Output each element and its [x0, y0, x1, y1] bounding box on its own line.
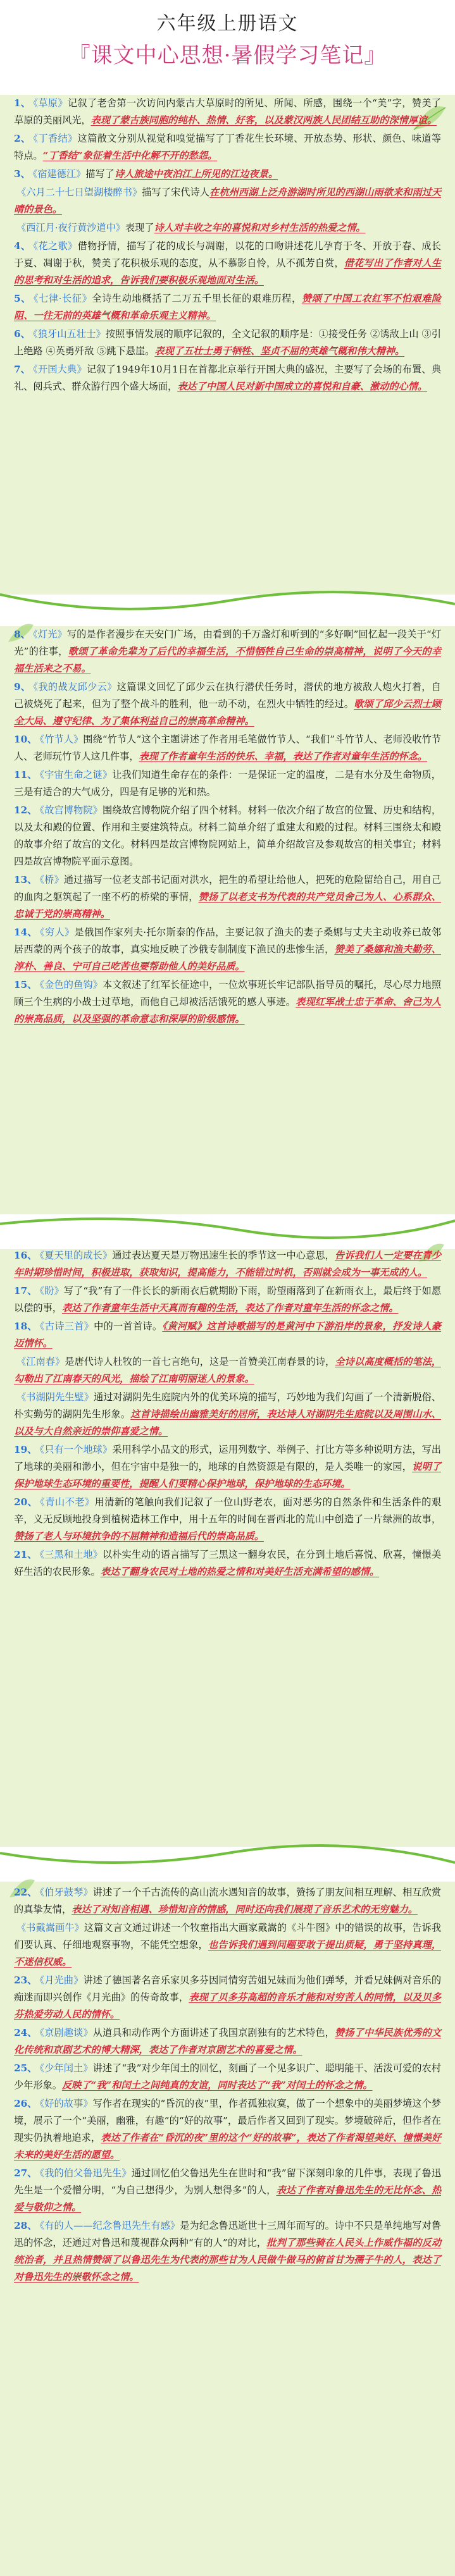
- item-text: 记叙了老舍第一次访问内蒙古大草原时的所见、所闻、所感，围绕一个“美”字，赞美了草原的美丽风光，: [14, 97, 441, 126]
- note-item: [14, 802, 441, 870]
- wave-divider: [0, 588, 455, 626]
- item-number: 7、: [14, 364, 31, 375]
- item-highlight: 借花写出了作者对人生的思考和对生活的追求，告诉我们要积极乐观地面对生活。: [14, 257, 442, 286]
- item-highlight: 在杭州西湖上泛舟游湖时所见的西湖山雨欲来和雨过天晴的景色。: [14, 187, 442, 215]
- item-title: 《月光曲》: [39, 1975, 84, 1986]
- item-text: 描写了: [85, 168, 115, 180]
- item-number: 11、: [14, 769, 37, 780]
- item-highlight: 反映了“我”和闰土之间纯真的友谊，同时表达了“我”对闰土的怀念之情。: [61, 2080, 373, 2091]
- item-highlight: 表达了作者童年生活中天真而有趣的生活，表达了作者对童年生活的怀念之情。: [61, 1302, 399, 1314]
- item-text: 通过对湖阴先生庭院内外的优美环境的描写，巧妙地为我们勾画了一个清新脱俗、朴实勤劳的湖阴先生形象。: [14, 1391, 442, 1420]
- note-item: [14, 1283, 441, 1317]
- note-item: [14, 361, 441, 395]
- notes-section-1: [0, 95, 455, 595]
- item-title: 《狼牙山五壮士》: [33, 328, 106, 340]
- item-highlight: 赞扬了老人与环境抗争的不屈精神和造福后代的崇高品质。: [14, 1531, 264, 1542]
- notes-section-2: [0, 620, 455, 1214]
- item-title: 《古诗三首》: [39, 1321, 94, 1332]
- item-title: 《西江月·夜行黄沙道中》: [16, 222, 125, 233]
- item-number: 14、: [14, 927, 38, 938]
- item-highlight: 表现了贝多芬高超的音乐才能和对穷苦人的同情，以及贝多芬热爱劳动人民的情怀。: [14, 1992, 442, 2020]
- item-title: 《伯牙鼓琴》: [39, 1887, 93, 1898]
- item-highlight: 表达了作者对鲁迅先生的无比怀念、热爱与敬仰之情。: [14, 2185, 442, 2213]
- item-text: 围绕故宫博物院介绍了四个材料。材料一依次介绍了故宫的位置、历史和结构，以及太和殿的位置、作用和主要建筑特点。材料二简单介绍了重建太和殿的过程。材料三围绕太和殿的故事介绍了故宫的文化。材料四是故宫博物院网站上，简单介绍故宫及参观故宫的相关事宜；材料四是故宫博物院平面示意图。: [14, 804, 442, 867]
- note-item: [14, 2024, 441, 2059]
- item-text: 这篇散文分别从视觉和嗅觉描写了丁香花生长环境、开放态势、形状、颜色、味道等特点。: [14, 133, 441, 161]
- note-item: [14, 767, 441, 801]
- item-text: 以朴实生动的语言描写了三黑这一翻身农民，在分到土地后喜悦、欣喜，憧憬美好生活的农民形象。: [14, 1549, 442, 1577]
- item-title: 《开国大典》: [33, 364, 87, 375]
- note-item: [14, 1972, 441, 2023]
- note-item: [14, 1353, 441, 1388]
- note-item: [14, 1546, 441, 1581]
- item-title: 《书戴嵩画牛》: [16, 1922, 84, 1933]
- note-item: [14, 2060, 441, 2094]
- wave-divider: [0, 1211, 455, 1249]
- note-item: [14, 219, 441, 237]
- item-text: 让我们知道生命存在的条件：一是保证一定的温度，二是有水分及生命物质，三是有适合的大气成分，四是有足够的光和热。: [14, 769, 441, 798]
- item-highlight: 赞扬了中华民族优秀的文化传统和京剧艺术的博大精深，表达了作者对京剧艺术的喜爱之情。: [14, 2027, 442, 2055]
- item-highlight: 歌颂了邱少云烈士顾全大局、遵守纪律、为了集体利益自己的崇高革命精神。: [14, 698, 442, 727]
- item-highlight: 说明了保护地球生态环境的重要性，提醒人们要精心保护地球，保护地球的生态环境。: [14, 1461, 442, 1489]
- item-title: 《三黑和土地》: [39, 1549, 103, 1560]
- item-highlight: 表现了五壮士勇于牺牲、坚贞不屈的英雄气概和伟大精神。: [154, 345, 405, 357]
- note-item: [14, 166, 441, 183]
- item-text: 是唐代诗人杜牧的一首七言绝句，这是一首赞美江南春景的诗，: [65, 1356, 335, 1367]
- item-text: 借物抒情，描写了花的成长与凋谢，以花的口吻讲述花儿孕育于冬、开放于春、成长于夏、凋谢于秋，赞美了花积极乐观的态度，从不慕影自怜，从不孤芳自赏，: [14, 240, 441, 269]
- item-text: 通过回忆伯父鲁迅先生在世时和“我”留下深刻印象的几件事，表现了鲁迅先生是一个爱憎分明，“为自己想得少，为别人想得多”的人，: [14, 2167, 442, 2196]
- item-number: 6、: [14, 328, 30, 340]
- item-number: 24、: [14, 2027, 37, 2038]
- item-title: 《京剧趣谈》: [39, 2027, 93, 2038]
- item-title: 《六月二十七日望湖楼醉书》: [16, 187, 142, 198]
- item-highlight: 赞颂了中国工农红军不怕艰难险阻、一往无前的英雄气概和革命乐观主义精神。: [14, 293, 442, 321]
- item-text: 通过表达夏天是万物迅速生长的季节这一中心意思，: [112, 1250, 335, 1261]
- notes-section-3: [0, 1240, 455, 1847]
- item-text: 是俄国作家列夫·托尔斯泰的作品，主要记叙了渔夫的妻子桑娜与丈夫主动收养已故邻居西蒙的两个孩子的故事，真实地反映了沙俄专制制度下渔民的悲惨生活，: [14, 927, 442, 955]
- item-text: 讲述了德国著名音乐家贝多芬因同情穷苦姐兄妹而为他们弹琴，并看兄妹俩对音乐的痴迷而即兴创作《月光曲》的传奇故事，: [14, 1975, 442, 2003]
- item-title: 《书湖阴先生壁》: [16, 1391, 94, 1403]
- item-highlight: 这首诗描绘出幽雅美好的居所，表达诗人对湖阴先生庭院以及周围山水、以及与大自然亲近的崇仰喜爱之情。: [14, 1408, 442, 1437]
- item-number: 5、: [14, 293, 31, 304]
- item-text: 按照事情发展的顺序记叙的，全文记叙的顺序是：①接受任务 ②诱敌上山 ③引上绝路 ④英勇歼敌 ⑤跳下悬崖。: [14, 328, 441, 357]
- note-item: [14, 1441, 441, 1493]
- item-highlight: 表达了对知音相遇、珍惜知音的情感，同时还向我们展现了音乐艺术的无穷魅力。: [72, 1904, 418, 1915]
- item-text: 本文叙述了红军长征途中，一位炊事班长牢记部队指导员的嘱托，尽心尽力地照顾三个生病的小战士过草地，而他自己却被活活饿死的感人事迹。: [14, 979, 442, 1008]
- item-title: 《宿建德江》: [32, 168, 86, 180]
- item-text: 这篇文言文通过讲述一个牧童指出大画家戴嵩的《斗牛图》中的错误的故事，告诉我们要认真、仔细地观察事物，不能凭空想象，: [14, 1922, 442, 1950]
- item-number: 16、: [14, 1250, 37, 1261]
- item-highlight: 表达了作者在“昏沉的夜”里的这个“好的故事”，表达了作者渴望美好、憧憬美好未来的美好生活的愿望。: [14, 2132, 441, 2160]
- item-highlight: 赞扬了以老支书为代表的共产党员舍己为人、心系群众、忠诚于党的崇高精神。: [14, 891, 442, 920]
- item-text: 写了“我”有了一件长长的新雨衣后就期盼下雨，盼望雨落到了在新雨衣上，最后终于如愿以偿的事，: [14, 1285, 442, 1314]
- note-item: [14, 290, 441, 324]
- item-title: 《盼》: [39, 1285, 64, 1297]
- item-highlight: 批判了那些骑在人民头上作威作福的反动统治者，并且热情赞颂了以鲁迅先生为代表的那些甘为人民做牛做马的俯首甘为孺子牛的人，表达了对鲁迅先生的崇敬怀念之情。: [14, 2237, 442, 2283]
- item-title: 《有的人——纪念鲁迅先生有感》: [39, 2220, 180, 2231]
- item-title: 《金色的鱼钩》: [39, 979, 103, 990]
- item-number: 4、: [14, 240, 31, 252]
- item-title: 《我的战友邱少云》: [33, 681, 117, 693]
- item-highlight: 也告诉我们遇到问题要敢于提出质疑，勇于坚持真理，不迷信权威。: [14, 1939, 442, 1968]
- item-title: 《我的伯父鲁迅先生》: [39, 2167, 132, 2179]
- item-text: 是为纪念鲁迅逝世十三周年而写的。诗中不只是单纯地写对鲁迅的怀念，还通过对鲁迅和蔑视群众两种“有的人”的对比，: [14, 2220, 442, 2248]
- item-text: 采用科学小品文的形式，运用列数字、举例子、打比方等多种说明方法，写出了地球的美丽和渺小，但在宇宙中是独一的，地球的自然资源是有限的，是人类唯一的家园，: [14, 1444, 441, 1472]
- item-highlight: 全诗以高度概括的笔法，勾勒出了江南春天的风光，描绘了江南明丽迷人的景象。: [14, 1356, 442, 1384]
- item-highlight: 赞美了桑娜和渔夫勤劳、淳朴、善良、宁可自己吃苦也要帮助他人的美好品质。: [14, 944, 442, 972]
- item-number: 17、: [14, 1285, 37, 1297]
- note-item: [14, 130, 441, 164]
- item-text: 围绕“竹节人”这个主题讲述了作者用毛笔做竹节人、“我们”斗竹节人、老师没收竹节人、老师玩竹节人这几件事，: [14, 734, 441, 762]
- item-number: 15、: [14, 979, 37, 990]
- item-number: 10、: [14, 734, 37, 745]
- note-item: [14, 2165, 441, 2216]
- item-text: 写作者在现实的“昏沉的夜”里，作者孤独寂寞，做了一个想象中的美丽梦境这个梦境，展示了一个“美丽，幽雅，有趣”的“好的故事”，最后作者又回到了现实。梦境破碎后，但作者在现实仍执着地追求，: [14, 2098, 441, 2143]
- note-item: [14, 184, 441, 218]
- note-item: [14, 626, 441, 677]
- item-number: 1、: [14, 97, 31, 109]
- item-title: 《少年闰土》: [39, 2062, 93, 2074]
- item-number: 13、: [14, 874, 37, 885]
- item-title: 《丁香结》: [33, 133, 78, 144]
- item-number: 2、: [14, 133, 31, 144]
- item-highlight: 表现了作者童年生活的快乐、幸福，表达了作者对童年生活的怀念。: [139, 751, 428, 762]
- item-text: 表现了: [125, 222, 154, 233]
- item-text: 中的一首首诗。: [94, 1321, 163, 1332]
- item-number: 28、: [14, 2220, 37, 2231]
- item-highlight: 表现红军战士忠于革命、舍己为人的崇高品质，以及坚强的革命意志和深厚的阶级感情。: [14, 996, 442, 1025]
- note-item: [14, 95, 441, 129]
- item-highlight: “丁香结”象征着生活中化解不开的愁怨。: [42, 150, 218, 161]
- item-number: 20、: [14, 1496, 38, 1508]
- main-title: 『课文中心思想·暑假学习笔记』: [68, 43, 387, 68]
- item-number: 23、: [14, 1975, 37, 1986]
- wave-divider: [0, 1844, 455, 1882]
- item-text: 从道具和动作两个方面讲述了我国京剧独有的艺术特色，: [92, 2027, 335, 2038]
- notes-section-4: [0, 1875, 455, 2576]
- notes-list-3: [14, 1247, 441, 1581]
- item-text: 讲述了“我”对少年闰土的回忆，刻画了一个见多识广、聪明能干、活泼可爱的农村少年形象。: [14, 2062, 441, 2091]
- item-text: 描写了宋代诗人: [142, 187, 210, 198]
- item-highlight: 诗人对丰收之年的喜悦和对乡村生活的热爱之情。: [154, 222, 366, 233]
- item-highlight: 表达了翻身农民对土地的热爱之情和对美好生活充满希望的感情。: [100, 1566, 380, 1577]
- item-highlight: 歌颂了革命先辈为了后代的幸福生活，不惜牺牲自己生命的崇高精神，说明了今天的幸福生活来之不易。: [14, 646, 442, 674]
- item-title: 《竹节人》: [39, 734, 84, 745]
- item-title: 《宇宙生命之谜》: [39, 769, 113, 780]
- note-item: [14, 1389, 441, 1440]
- item-title: 《桥》: [39, 874, 64, 885]
- item-highlight: 表现了蒙古族同胞的纯朴、热情、好客，以及蒙汉两族人民团结互助的深情厚谊。: [90, 114, 437, 126]
- item-number: 21、: [14, 1549, 37, 1560]
- item-title: 《故宫博物院》: [39, 804, 103, 816]
- note-item: [14, 326, 441, 360]
- item-title: 《青山不老》: [40, 1496, 95, 1508]
- item-number: 12、: [14, 804, 37, 816]
- note-item: [14, 679, 441, 730]
- item-text: 这篇课文回忆了邱少云在执行潜伏任务时，潜伏的地方被敌人炮火打着，自己被烧死了起来，但为了整个战斗的胜利，他一动不动，在烈火中牺牲的经过。: [14, 681, 441, 710]
- item-highlight: 《黄河赋》这首诗歌描写的是黄河中下游沿岸的景象，抒发诗人豪迈情怀。: [14, 1321, 442, 1349]
- item-title: 《只有一个地球》: [39, 1444, 113, 1455]
- note-item: [14, 1318, 441, 1352]
- note-item: [14, 924, 441, 975]
- item-title: 《江南春》: [16, 1356, 65, 1367]
- item-highlight: 诗人旅途中夜泊江上所见的江边夜景。: [114, 168, 278, 180]
- item-highlight: 表达了中国人民对新中国成立的喜悦和自豪、激动的心情。: [177, 381, 428, 392]
- item-text: 写的是作者漫步在天安门广场，由看到的千万盏灯和听到的“多好啊”回忆起一段关于“灯光”的往事，: [14, 629, 441, 657]
- note-item: [14, 1920, 441, 1971]
- item-text: 讲述了一个千古流传的高山流水遇知音的故事，赞扬了朋友间相互理解、相互欣赏的真挚友情，: [14, 1887, 441, 1915]
- item-title: 《花之歌》: [33, 240, 78, 252]
- item-highlight: 告诉我们人一定要在青少年时期珍惜时间，积极进取，获取知识，提高能力，不能错过时机，否则就会成为一事无成的人。: [14, 1250, 442, 1278]
- note-item: [14, 1247, 441, 1281]
- item-title: 《夏天里的成长》: [39, 1250, 113, 1261]
- grade-title: 六年级上册语文: [156, 13, 299, 35]
- item-title: 《草原》: [33, 97, 68, 109]
- notes-list-1: [14, 95, 441, 395]
- notes-list-4: [14, 1884, 441, 2286]
- item-text: 用清新的笔触向我们记叙了一位山野老农，面对恶劣的自然条件和生活条件的艰辛，义无反顾地投身到植树造林工作中，用十五年的时间在晋西北的荒山中创造了一片绿洲的故事，: [14, 1496, 442, 1525]
- note-item: [14, 872, 441, 923]
- item-number: 18、: [14, 1321, 37, 1332]
- header: [0, 0, 455, 95]
- item-number: 26、: [14, 2098, 37, 2109]
- note-item: [14, 2217, 441, 2286]
- item-title: 《好的故事》: [39, 2098, 93, 2109]
- note-item: [14, 977, 441, 1028]
- item-text: 通过描写一位老支部书记面对洪水，把生的希望让给他人，把死的危险留给自己，用自己的血肉之躯筑起了一座不朽的桥梁的事情，: [14, 874, 442, 903]
- item-text: 全诗生动地概括了二万五千里长征的艰难历程，: [92, 293, 302, 304]
- item-title: 《穷人》: [40, 927, 75, 938]
- item-number: 8、: [14, 629, 31, 640]
- note-item: [14, 1494, 441, 1545]
- item-number: 9、: [14, 681, 31, 693]
- item-title: 《灯光》: [33, 629, 67, 640]
- item-number: 3、: [14, 168, 30, 180]
- notes-list-2: [14, 626, 441, 1028]
- item-number: 27、: [14, 2167, 37, 2179]
- note-item: [14, 1884, 441, 1918]
- note-item: [14, 238, 441, 289]
- item-number: 22、: [14, 1887, 37, 1898]
- note-item: [14, 731, 441, 765]
- item-number: 25、: [14, 2062, 37, 2074]
- item-number: 19、: [14, 1444, 37, 1455]
- note-item: [14, 2095, 441, 2164]
- item-text: 记叙了1949年10月1日在首都北京举行开国大典的盛况，主要写了会场的布置、典礼、阅兵式、群众游行四个盛大场面，: [14, 364, 441, 392]
- item-title: 《七律·长征》: [33, 293, 92, 304]
